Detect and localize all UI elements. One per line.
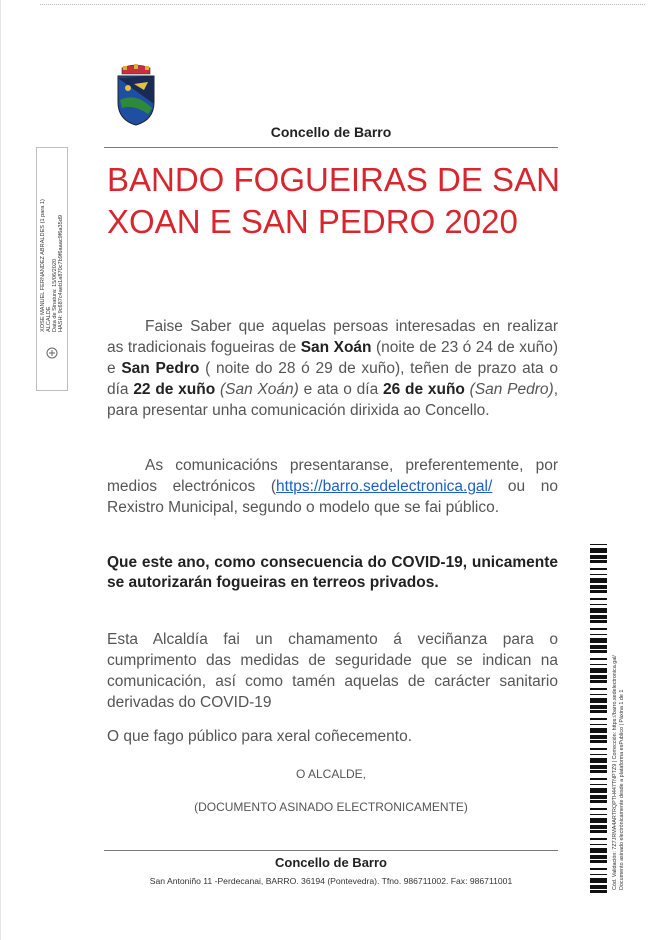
barcode-bar: [590, 634, 607, 635]
barcode-bar: [590, 890, 607, 893]
covid-notice: Que este ano, como consecuencia do COVID-19, unicamente se autorizarán fogueiras en terreos privados.: [107, 554, 558, 591]
barcode-bar: [590, 560, 607, 563]
barcode-bar: [590, 838, 607, 840]
barcode-bar: [590, 748, 607, 750]
barcode-bar: [590, 638, 607, 643]
signer-label: O ALCALDE,: [295, 767, 367, 781]
barcode-bar: [590, 874, 607, 875]
header-org-name: Concello de Barro: [270, 124, 392, 140]
stamp-mark-icon: [44, 346, 60, 360]
barcode-bar: [590, 590, 607, 593]
barcode-bar: [590, 758, 607, 763]
barcode-bar: [590, 650, 607, 653]
barcode-bar: [590, 620, 607, 623]
barcode-bar: [590, 694, 607, 695]
barcode-bar: [590, 765, 607, 769]
barcode-bar: [590, 645, 607, 649]
barcode-bar: [590, 848, 607, 853]
barcode: [590, 544, 607, 896]
paragraph-closing: O que fago público para xeral coñecemento.: [107, 728, 413, 745]
barcode-bar: [590, 680, 607, 683]
barcode-bar: [590, 844, 607, 845]
barcode-bar: [590, 604, 607, 605]
barcode-bar: [590, 784, 607, 785]
barcode-bar: [590, 710, 607, 713]
validation-line-1: Cód. Validación: 7Z7JRMA4ARTRQPTH447TNPTZ9 | Corrección: https://barro.sedelectronica.gal/: [612, 655, 618, 890]
stamp-date: Data de Sinatura: 15/06/2020: [52, 258, 58, 332]
barcode-bar: [590, 800, 607, 803]
barcode-bar: [590, 598, 607, 600]
paragraph-deadlines: Faise Saber que aquelas persoas interesadas en realizar as tradicionais fogueiras de San Xoán (noite de 23 ó 24 de xuño) e San Pedro ( noite do 28 ó 29 de xuño), teñen de prazo ata o día 22 de xuño (San Xoán) e ata o día 26 de xuño (San Pedro), para presentar unha comunicación dirixida ao Concello.: [107, 318, 558, 419]
barcode-bar: [590, 668, 607, 673]
barcode-bar: [590, 778, 607, 780]
barcode-bar: [590, 578, 607, 583]
barcode-bar: [590, 555, 607, 559]
document-title: BANDO FOGUEIRAS DE SAN XOAN E SAN PEDRO 2020: [107, 161, 560, 240]
stamp-role: ALCALDE: [46, 306, 52, 332]
barcode-bar: [590, 878, 607, 883]
barcode-bar: [590, 808, 607, 810]
coat-of-arms-logo: [114, 64, 158, 126]
paragraph-safety: Esta Alcaldía fai un chamamento á veciñanza para o cumprimento das medidas de seguridade que se indican na comunicación, así como tamén aquelas de carácter sanitario derivadas do COVID-19: [107, 631, 558, 711]
barcode-bar: [590, 868, 607, 870]
barcode-bar: [590, 718, 607, 720]
barcode-bar: [590, 724, 607, 725]
barcode-bar: [590, 698, 607, 703]
barcode-bar: [590, 788, 607, 793]
barcode-bar: [590, 548, 607, 553]
barcode-bar: [590, 735, 607, 739]
barcode-bar: [590, 830, 607, 833]
header-divider: [104, 147, 558, 148]
signature-stamp: [40, 170, 64, 400]
barcode-bar: [590, 860, 607, 863]
barcode-bar: [590, 825, 607, 829]
barcode-bar: [590, 770, 607, 773]
sede-electronica-link[interactable]: https://barro.sedelectronica.gal/: [276, 478, 493, 495]
signature-note: (DOCUMENTO ASINADO ELECTRONICAMENTE): [194, 800, 468, 814]
barcode-bar: [590, 814, 607, 815]
barcode-bar: [590, 740, 607, 743]
barcode-bar: [590, 544, 607, 545]
barcode-bar: [590, 615, 607, 619]
barcode-bar: [590, 574, 607, 575]
barcode-bar: [590, 658, 607, 660]
barcode-bar: [590, 664, 607, 665]
barcode-bar: [590, 795, 607, 799]
stamp-hash: HASH: 9c687c4aeb1a870c7b9f6aaac9f6a35d9: [58, 215, 64, 332]
barcode-bar: [590, 818, 607, 823]
barcode-bar: [590, 608, 607, 613]
barcode-bar: [590, 754, 607, 755]
footer-divider: [104, 850, 558, 851]
footer-address: San Antoniño 11 -Perdecanai, BARRO. 36194 (Pontevedra). Tfno. 986711002. Fax: 986711001: [149, 876, 513, 886]
stamp-signer: XOSE MANUEL FERNANDEZ ABRALDES (1 para 1): [40, 199, 46, 332]
barcode-bar: [590, 728, 607, 733]
validation-line-2: Documento asinado electrónicamente desde a plataforma esPublico | Páxina 1 de 1: [619, 689, 625, 890]
barcode-bar: [590, 705, 607, 709]
barcode-bar: [590, 585, 607, 589]
barcode-bar: [590, 885, 607, 889]
barcode-bar: [590, 568, 607, 570]
footer-org-name: Concello de Barro: [275, 855, 387, 870]
paragraph-communications: As comunicacións presentaranse, preferentemente, por medios electrónicos (https://barro.sedelectronica.gal/ ou no Rexistro Municipal, segundo o modelo que se fai público.: [107, 457, 558, 516]
barcode-bar: [590, 688, 607, 690]
top-scan-line: [40, 4, 645, 5]
barcode-bar: [590, 628, 607, 630]
barcode-bar: [590, 675, 607, 679]
barcode-bar: [590, 855, 607, 859]
